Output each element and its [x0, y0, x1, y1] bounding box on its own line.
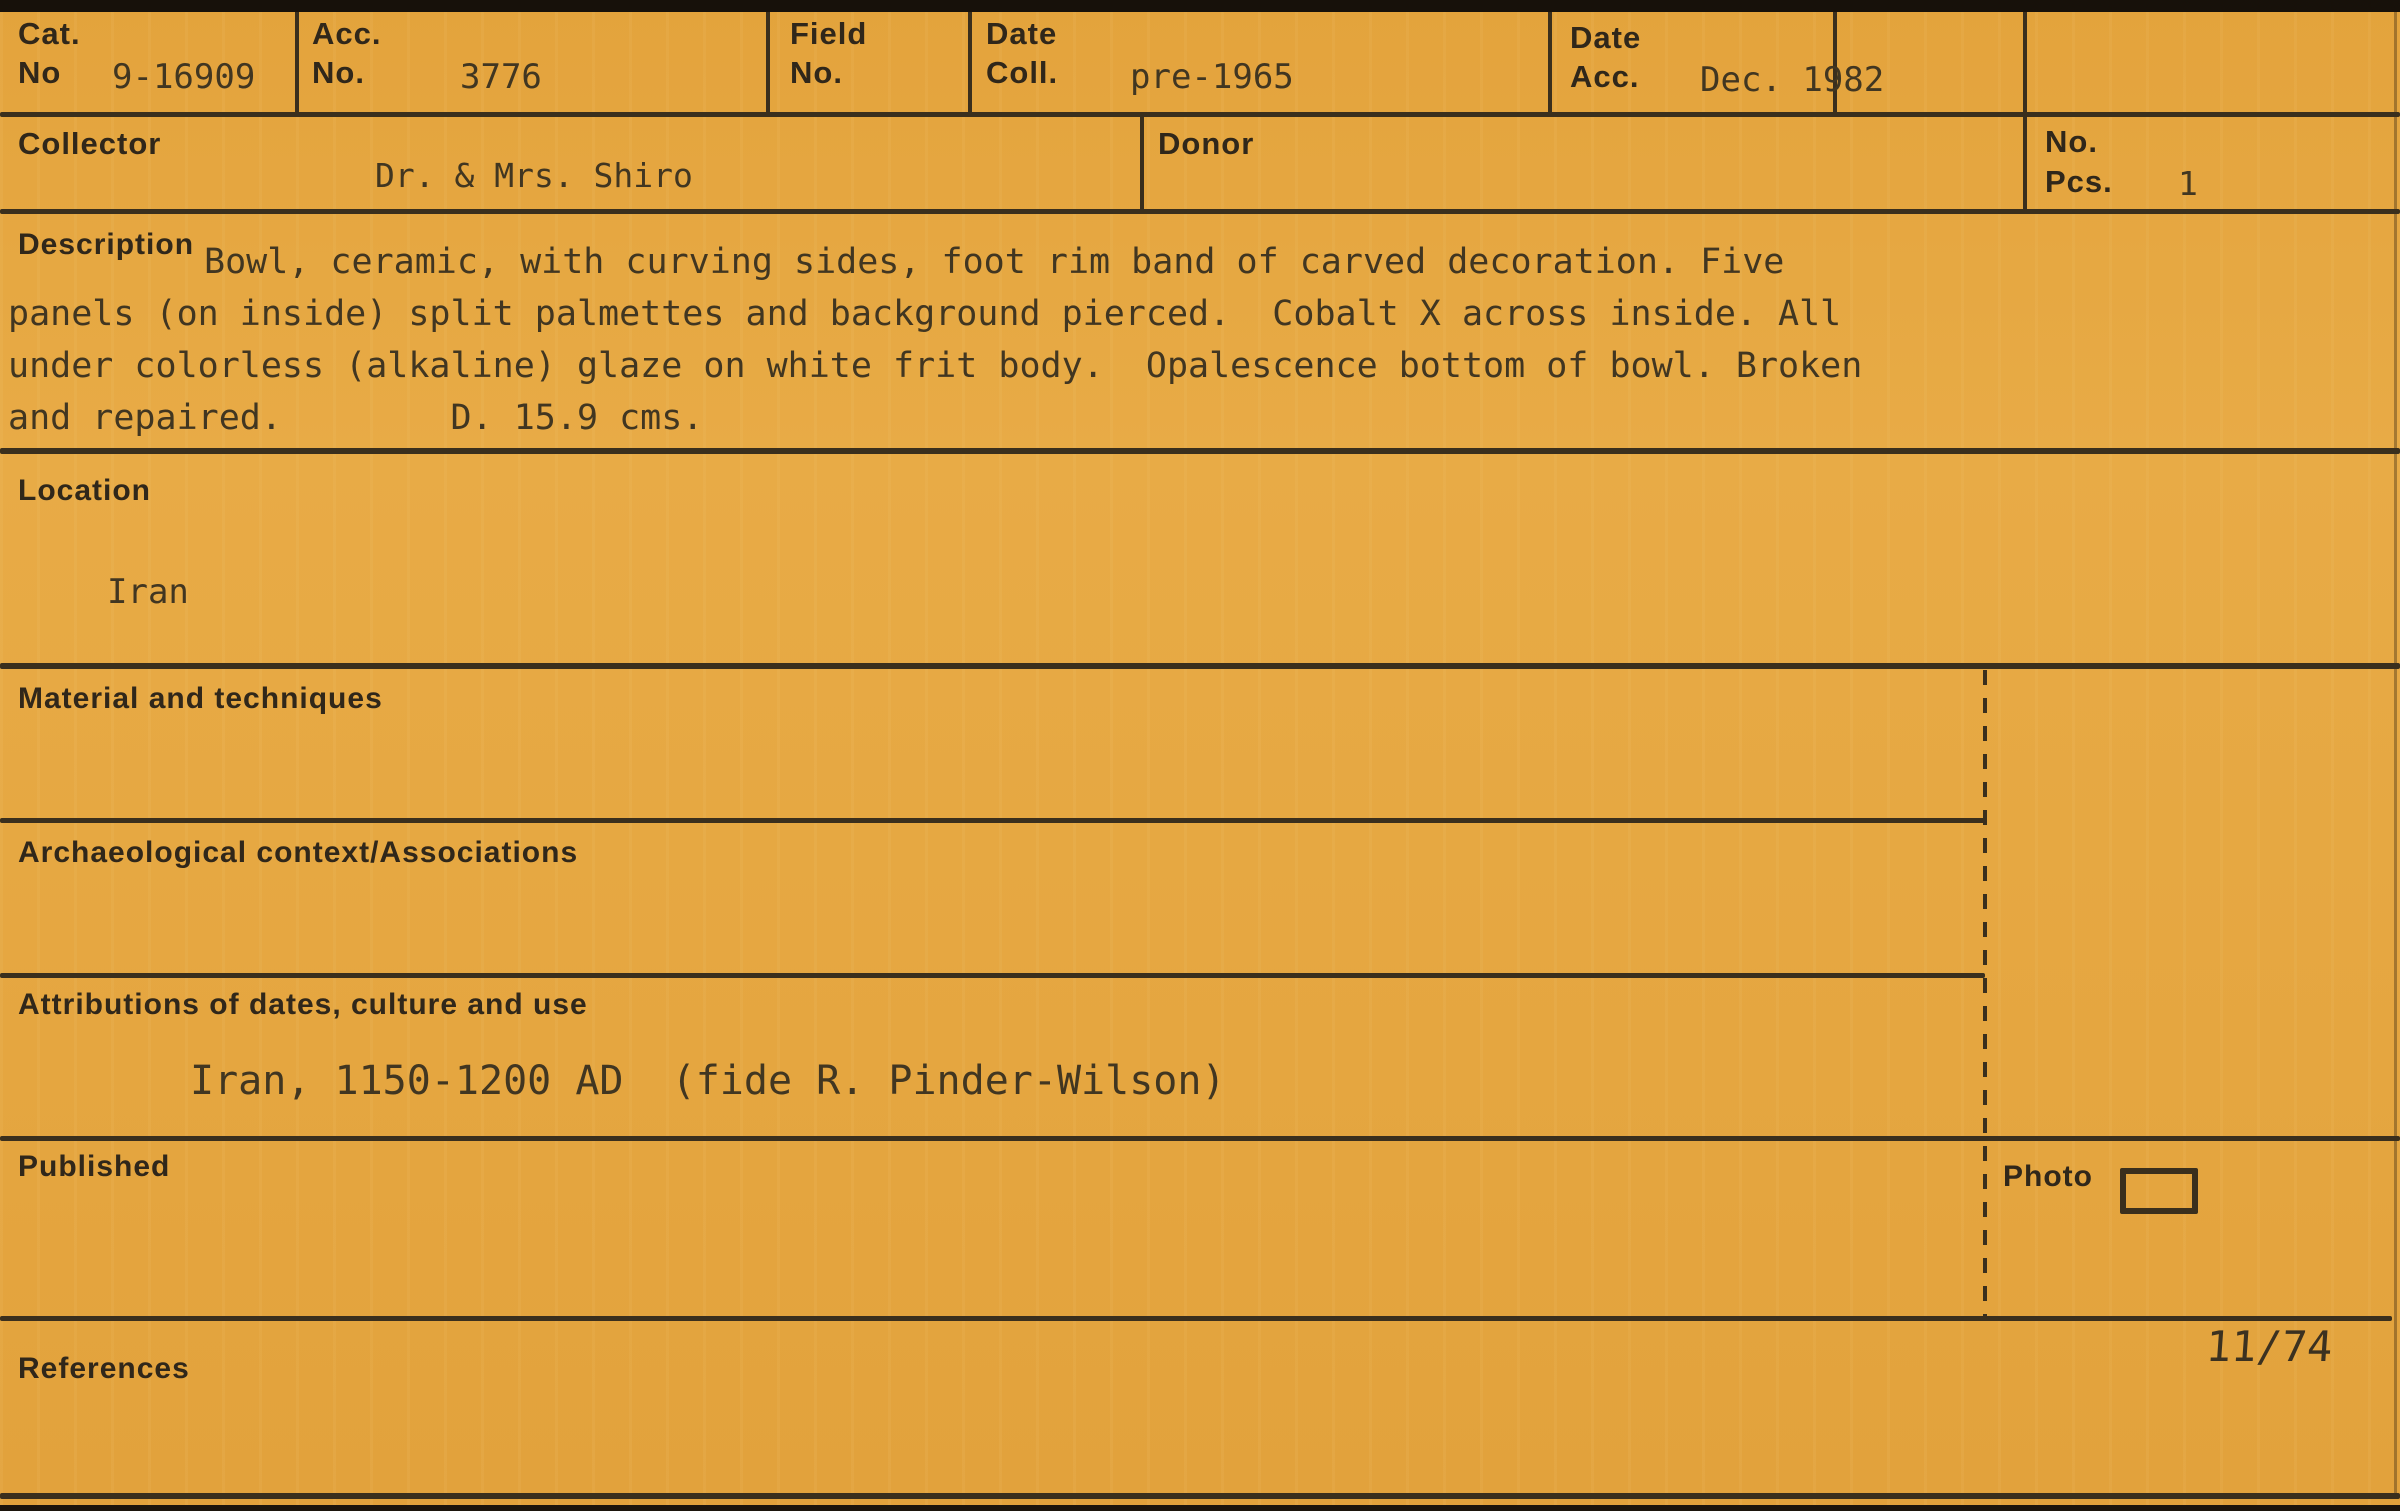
acc-label-line1: Acc.: [312, 16, 382, 51]
corner-note-handwritten: 11/74: [2204, 1322, 2335, 1371]
description-line-1: Bowl, ceramic, with curving sides, foot rim band of carved decoration. Five: [204, 242, 1785, 282]
description-text: [8, 236, 2392, 444]
divider-acc-field: [766, 12, 770, 114]
rule-below-collector-row: [0, 209, 2400, 214]
description-label: Description: [18, 228, 195, 261]
field-label-line2: No.: [790, 55, 843, 90]
divider-field-datecoll: [968, 12, 972, 114]
pcs-value: 1: [2178, 164, 2198, 203]
rule-below-context: [0, 973, 1985, 978]
divider-right-column: [2023, 12, 2027, 211]
scan-edge-bottom: [0, 1505, 2400, 1511]
date-acc-label-line1: Date: [1570, 20, 1642, 55]
references-label: References: [18, 1352, 190, 1385]
rule-below-header-row1: [0, 112, 2400, 117]
divider-collector-donor: [1140, 114, 1144, 211]
photo-checkbox: [2120, 1168, 2198, 1214]
pcs-label-line1: No.: [2045, 124, 2098, 159]
date-coll-label-line1: Date: [986, 16, 1058, 51]
attributions-value: Iran, 1150-1200 AD (fide R. Pinder-Wilson): [190, 1058, 1226, 1104]
card-edge-right: [2394, 12, 2397, 1493]
acc-label-line2: No.: [312, 55, 365, 90]
field-label-line1: Field: [790, 16, 868, 51]
published-label: Published: [18, 1150, 171, 1183]
rule-below-description: [0, 448, 2400, 454]
acc-no-value: 3776: [460, 57, 542, 97]
attributions-label: Attributions of dates, culture and use: [18, 988, 588, 1021]
photo-label: Photo: [2003, 1160, 2093, 1193]
cat-no-value: 9-16909: [112, 57, 256, 97]
divider-cat-acc: [295, 12, 299, 114]
description-line-3: under colorless (alkaline) glaze on white frit body. Opalescence bottom of bowl. Broken: [8, 346, 1863, 386]
description-line-4: and repaired. D. 15.9 cms.: [8, 398, 704, 438]
date-acc-label-line2: Acc.: [1570, 59, 1640, 94]
location-value: Iran: [107, 572, 189, 612]
location-label: Location: [18, 474, 151, 507]
scan-edge-top: [0, 0, 2400, 12]
rule-bottom: [0, 1493, 2400, 1499]
dashed-photo-column-divider: [1983, 670, 1987, 1318]
date-coll-label-line2: Coll.: [986, 55, 1059, 90]
rule-below-attributions: [0, 1136, 2400, 1141]
description-line-2: panels (on inside) split palmettes and background pierced. Cobalt X across inside. All: [8, 294, 1842, 334]
rule-below-published: [0, 1316, 2392, 1321]
material-label: Material and techniques: [18, 682, 383, 715]
rule-below-location: [0, 663, 2400, 669]
context-label: Archaeological context/Associations: [18, 836, 579, 869]
cat-label-line1: Cat.: [18, 16, 81, 51]
pcs-label-line2: Pcs.: [2045, 164, 2113, 199]
donor-label: Donor: [1158, 126, 1255, 161]
rule-below-material: [0, 818, 1985, 823]
divider-datecoll-dateacc: [1548, 12, 1552, 114]
collector-label: Collector: [18, 126, 162, 161]
collector-value: Dr. & Mrs. Shiro: [375, 156, 693, 195]
date-acc-value: Dec. 1982: [1700, 60, 1885, 100]
date-coll-value: pre-1965: [1130, 57, 1294, 97]
cat-label-line2: No: [18, 55, 62, 90]
